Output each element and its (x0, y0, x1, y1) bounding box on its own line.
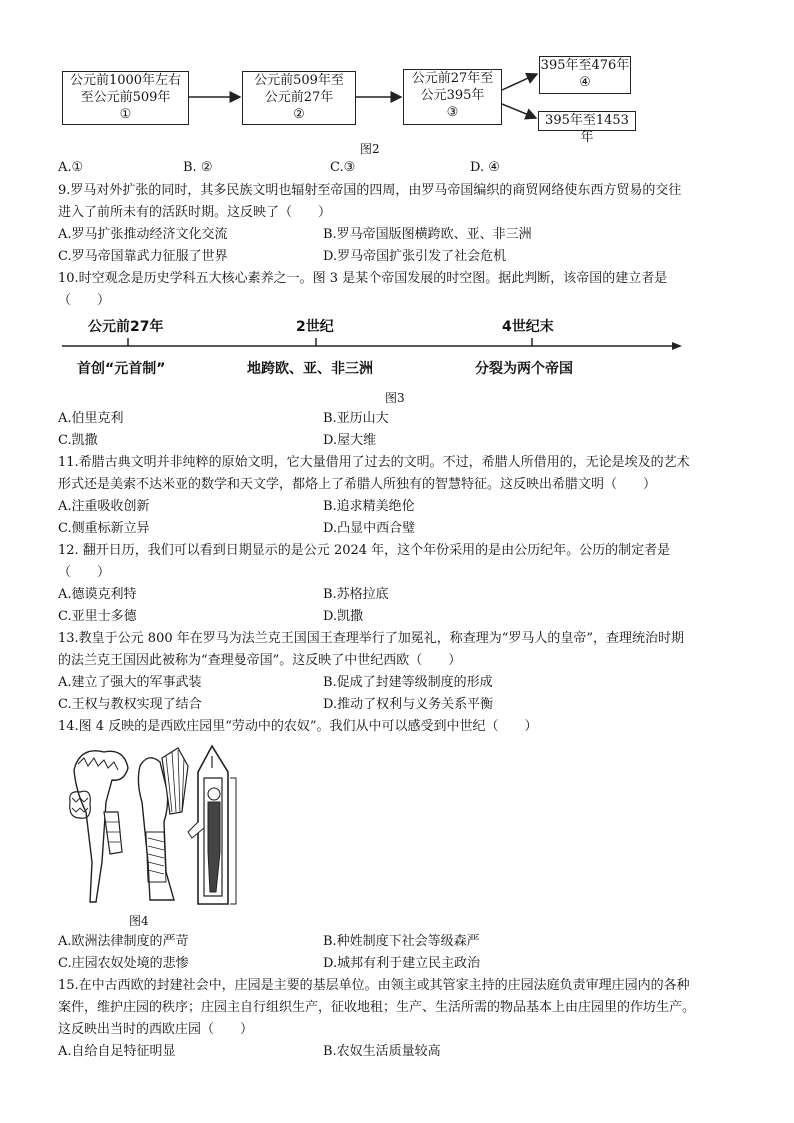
q13-option-c: C.王权与教权实现了结合 (58, 697, 202, 712)
q15-stem-3: 这反映出当时的西欧庄园（ ） (58, 1022, 254, 1037)
q8-option-c: C.③ (330, 160, 356, 175)
flow-box-2-line1: 公元前509年至 (254, 73, 344, 88)
flow-arrows (0, 0, 794, 150)
q9-stem-2: 进入了前所未有的活跃时期。这反映了（ ） (58, 205, 332, 220)
flow-box-3-line1: 公元前27年至 (411, 71, 494, 86)
q10-option-d: D.屋大维 (323, 433, 377, 448)
q12-stem-2: （ ） (58, 565, 111, 580)
flow-box-1-line2: 至公元前509年 (80, 90, 171, 105)
q15-option-a: A.自给自足特征明显 (58, 1044, 176, 1059)
q13-option-d: D.推动了权利与义务关系平衡 (323, 697, 494, 712)
q12-option-b: B.苏格拉底 (323, 587, 389, 602)
q14-option-b: B.种姓制度下社会等级森严 (323, 934, 480, 949)
q8-option-d: D. ④ (470, 160, 500, 175)
serf-illustration (66, 742, 242, 910)
q11-option-c: C.侧重标新立异 (58, 521, 150, 536)
flow-box-2-line2: 公元前27年 (264, 90, 334, 105)
timeline-label-3: 4世纪末 (502, 319, 554, 335)
flow-box-5-line1: 395年至1453年 (545, 113, 629, 145)
timeline-event-3: 分裂为两个帝国 (475, 361, 573, 377)
q11-option-a: A.注重吸收创新 (58, 499, 150, 514)
q13-stem-1: 13.教皇于公元 800 年在罗马为法兰克王国国王查理举行了加冕礼，称查理为“罗马人的皇帝”，查理统治时期 (58, 631, 685, 646)
q9-option-c: C.罗马帝国靠武力征服了世界 (58, 249, 228, 264)
q12-option-d: D.凯撒 (323, 609, 364, 624)
q9-stem-1: 9.罗马对外扩张的同时，其多民族文明也辐射至帝国的四周，由罗马帝国编织的商贸网络使东西方贸易的交往 (58, 183, 682, 198)
q8-option-b: B. ② (183, 160, 213, 175)
q10-option-a: A.伯里克利 (58, 411, 124, 426)
q13-option-a: A.建立了强大的军事武装 (58, 675, 202, 690)
q12-stem-1: 12. 翻开日历，我们可以看到日期显示的是公元 2024 年，这个年份采用的是由公历纪年。公历的制定者是 (58, 543, 671, 558)
q9-option-b: B.罗马帝国版图横跨欧、亚、非三洲 (323, 227, 532, 242)
timeline-label-2: 2世纪 (296, 319, 334, 335)
flow-box-1-line1: 公元前1000年左右 (69, 73, 182, 88)
q14-stem: 14.图 4 反映的是西欧庄园里“劳动中的农奴”。我们从中可以感受到中世纪（ ） (58, 719, 538, 734)
q13-option-b: B.促成了封建等级制度的形成 (323, 675, 493, 690)
q14-option-d: D.城邦有利于建立民主政治 (323, 956, 481, 971)
timeline-event-2: 地跨欧、亚、非三洲 (247, 361, 373, 377)
q11-option-b: B.追求精美绝伦 (323, 499, 415, 514)
q10-stem-2: （ ） (58, 293, 111, 308)
timeline-axis (0, 330, 794, 360)
q13-stem-2: 的法兰克王国因此被称为“查理曼帝国”。这反映了中世纪西欧（ ） (58, 653, 462, 668)
flow-box-4-num: ④ (579, 75, 591, 90)
timeline-label-1: 公元前27年 (88, 319, 164, 335)
q11-option-d: D.凸显中西合璧 (323, 521, 416, 536)
q8-option-a: A.① (58, 160, 84, 175)
q10-option-b: B.亚历山大 (323, 411, 389, 426)
q15-stem-2: 案件，维护庄园的秩序；庄园主自行组织生产，征收地租；生产、生活所需的物品基本上由庄园里的作坊生产。 (58, 1000, 696, 1015)
flow-box-3-num: ③ (446, 105, 459, 120)
q12-option-c: C.亚里士多德 (58, 609, 137, 624)
q12-option-a: A.德谟克利特 (58, 587, 137, 602)
figure-4-caption: 图4 (129, 914, 149, 928)
q15-option-b: B.农奴生活质量较高 (323, 1044, 441, 1059)
q10-stem-1: 10.时空观念是历史学科五大核心素养之一。图 3 是某个帝国发展的时空图。据此判断，该帝国的建立者是 (58, 271, 668, 286)
q14-option-a: A.欧洲法律制度的严苛 (58, 934, 189, 949)
q9-option-a: A.罗马扩张推动经济文化交流 (58, 227, 228, 242)
flow-box-1-num: ① (119, 107, 132, 122)
q15-stem-1: 15.在中古西欧的封建社会中，庄园是主要的基层单位。由领主或其管家主持的庄园法庭负责审理庄园内的各种 (58, 978, 690, 993)
q11-stem-1: 11.希腊古典文明并非纯粹的原始文明，它大量借用了过去的文明。不过，希腊人所借用的，无论是埃及的艺术 (58, 455, 690, 470)
flow-box-4-line1: 395年至476年 (540, 58, 630, 73)
q10-option-c: C.凯撒 (58, 433, 98, 448)
q11-stem-2: 形式还是美索不达米亚的数学和天文学，都烙上了希腊人所独有的智慧特征。这反映出希腊文明（ ） (58, 477, 657, 492)
flow-box-2-num: ② (293, 107, 305, 122)
q9-option-d: D.罗马帝国扩张引发了社会危机 (323, 249, 507, 264)
timeline-event-1: 首创“元首制” (77, 361, 166, 377)
figure-2-caption: 图2 (360, 142, 380, 156)
q14-option-c: C.庄园农奴处境的悲惨 (58, 956, 189, 971)
flow-box-3-line2: 公元395年 (420, 88, 485, 103)
figure-3-caption: 图3 (385, 391, 405, 405)
